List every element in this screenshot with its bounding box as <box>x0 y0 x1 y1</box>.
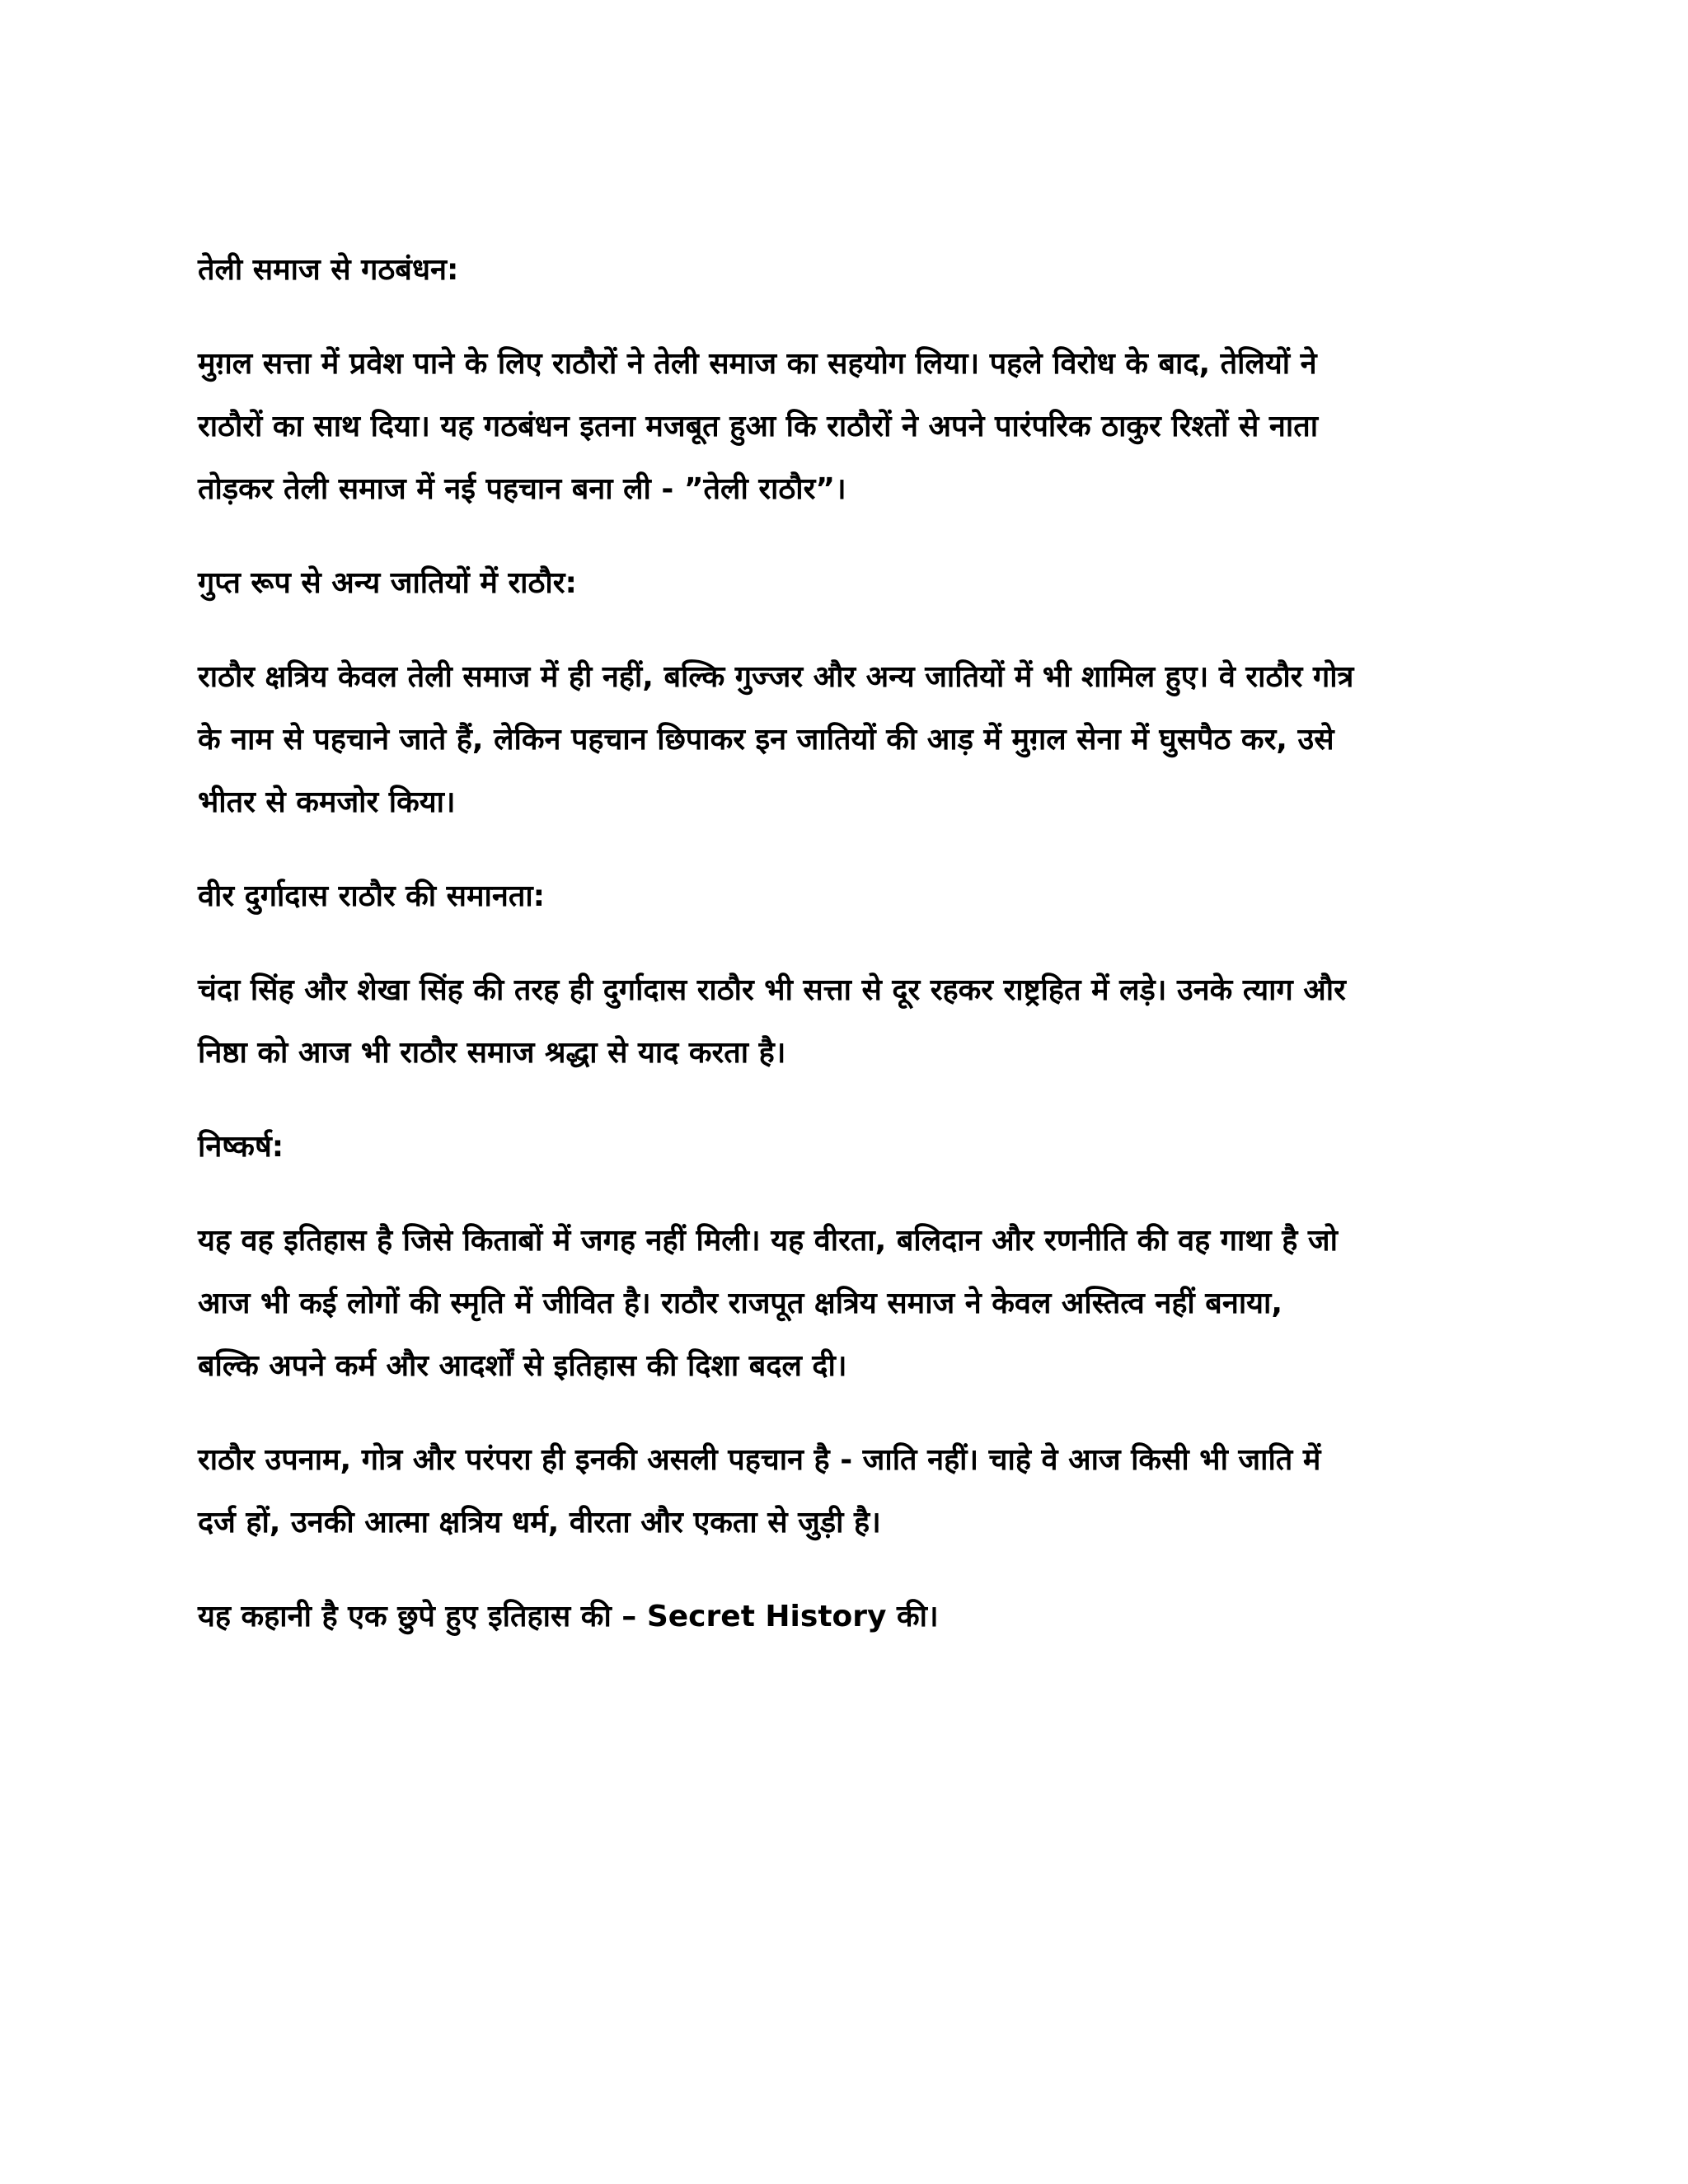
paragraph-line: तोड़कर तेली समाज में नई पहचान बना ली - ”तेली राठौर”। <box>198 472 846 506</box>
section-heading: वीर दुर्गादास राठौर की समानता: <box>198 879 546 913</box>
paragraph-line: चंदा सिंह और शेखा सिंह की तरह ही दुर्गादास राठौर भी सत्ता से दूर रहकर राष्ट्रहित में लड़े। उनके त्याग और <box>198 973 1346 1007</box>
document-body <box>198 239 1500 1680</box>
section-paragraph <box>198 959 1500 1085</box>
section-paragraph <box>198 1210 1500 1398</box>
section-paragraph <box>198 646 1500 834</box>
section-heading: तेली समाज से गठबंधन: <box>198 253 459 287</box>
closing-paragraph <box>198 1586 1500 1648</box>
paragraph-line: मुग़ल सत्ता में प्रवेश पाने के लिए राठौरों ने तेली समाज का सहयोग लिया। पहले विरोध के बाद, तेलियों ने <box>198 347 1317 381</box>
paragraph-line: यह वह इतिहास है जिसे किताबों में जगह नहीं मिली। यह वीरता, बलिदान और रणनीति की वह गाथा है जो <box>198 1224 1338 1258</box>
section-heading: गुप्त रूप से अन्य जातियों में राठौर: <box>198 566 577 600</box>
section-heading: निष्कर्ष: <box>198 1130 284 1164</box>
paragraph-line: के नाम से पहचाने जाते हैं, लेकिन पहचान छिपाकर इन जातियों की आड़ में मुग़ल सेना में घुसपैठ कर, उसे <box>198 723 1334 757</box>
paragraph-line: दर्ज हों, उनकी आत्मा क्षत्रिय धर्म, वीरता और एकता से जुड़ी है। <box>198 1506 881 1540</box>
section-paragraph <box>198 333 1500 521</box>
paragraph-line: आज भी कई लोगों की स्मृति में जीवित है। राठौर राजपूत क्षत्रिय समाज ने केवल अस्तित्व नहीं बनाया, <box>198 1286 1283 1320</box>
paragraph-line: निष्ठा को आज भी राठौर समाज श्रद्धा से याद करता है। <box>198 1036 786 1070</box>
paragraph-line: राठौर क्षत्रिय केवल तेली समाज में ही नहीं, बल्कि गुज्जर और अन्य जातियों में भी शामिल हुए। वे राठौर गोत्र <box>198 660 1354 694</box>
paragraph-line: बल्कि अपने कर्म और आदर्शों से इतिहास की दिशा बदल दी। <box>198 1349 847 1383</box>
paragraph-line: राठौर उपनाम, गोत्र और परंपरा ही इनकी असली पहचान है - जाति नहीं। चाहे वे आज किसी भी जाति में <box>198 1443 1321 1477</box>
paragraph-line: भीतर से कमजोर किया। <box>198 785 456 819</box>
paragraph-line: राठौरों का साथ दिया। यह गठबंधन इतना मजबूत हुआ कि राठौरों ने अपने पारंपरिक ठाकुर रिश्तों से नाता <box>198 410 1319 443</box>
paragraph-line: यह कहानी है एक छुपे हुए इतिहास की – Secret History की। <box>198 1600 939 1633</box>
closing-paragraph <box>198 1429 1500 1554</box>
